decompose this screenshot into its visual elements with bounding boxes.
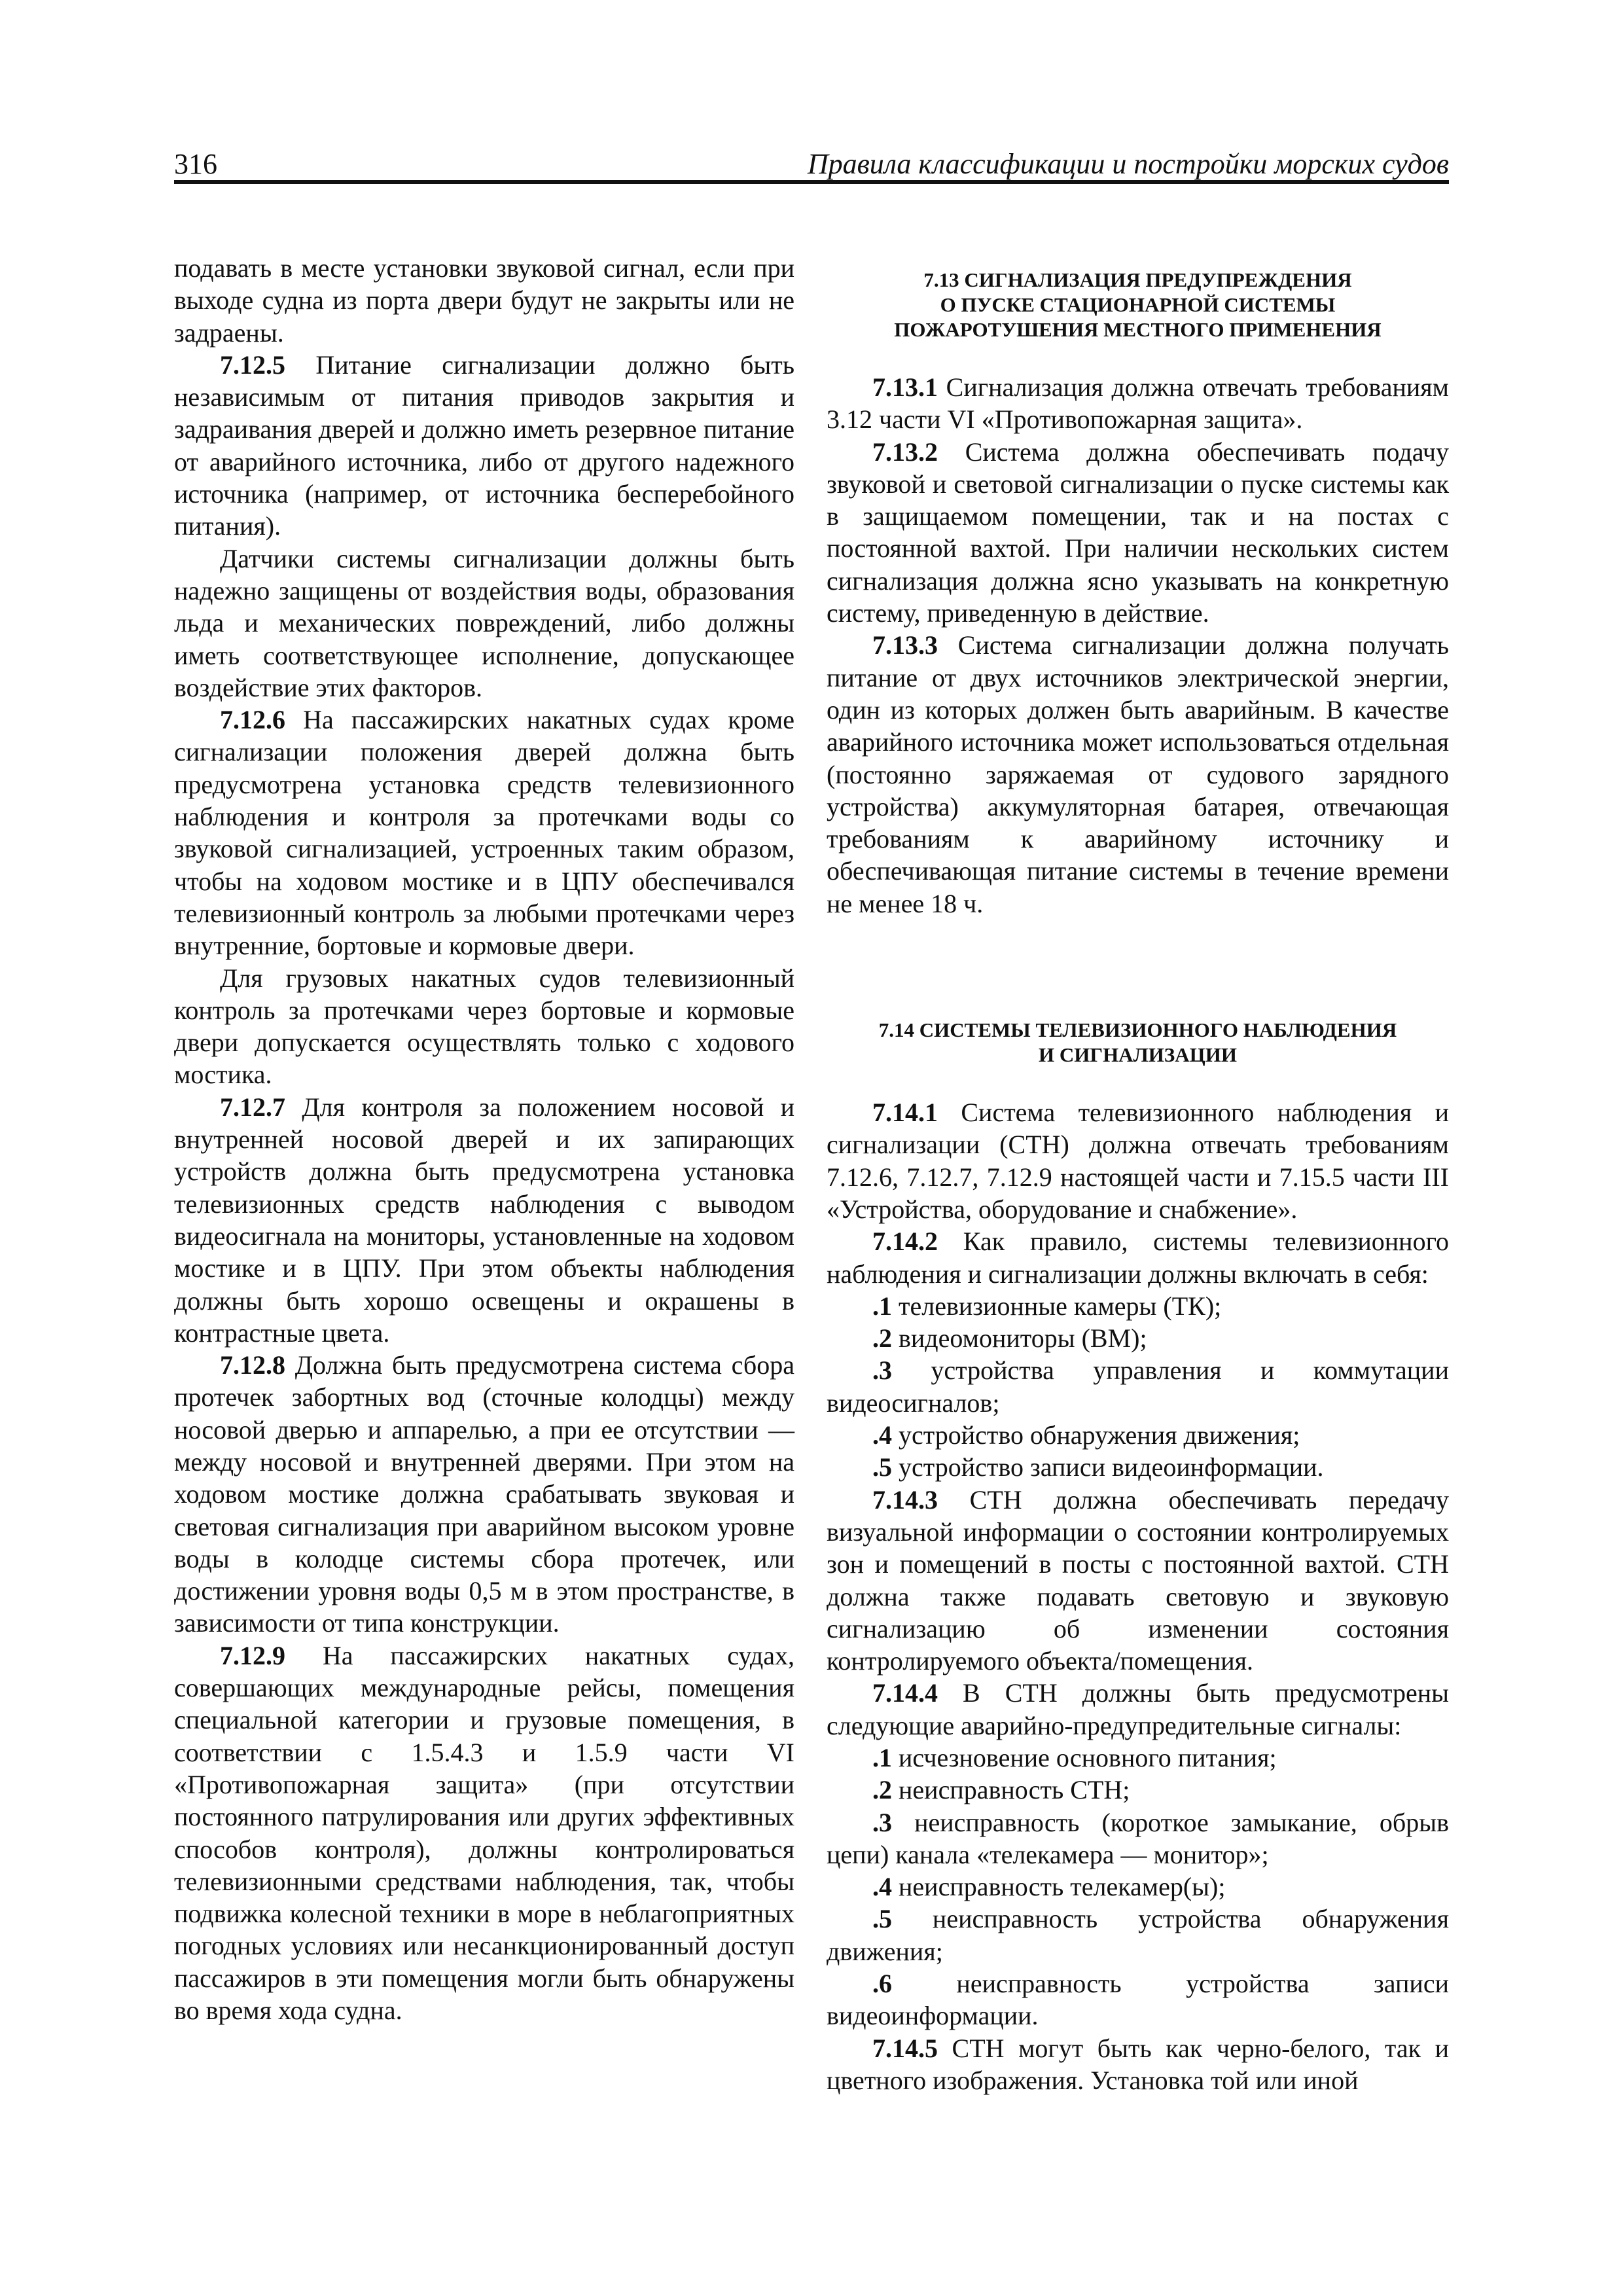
item-text: устройство записи видеоинформации. xyxy=(892,1452,1324,1482)
paragraph xyxy=(174,252,794,349)
item-number: .3 xyxy=(872,1807,892,1837)
paragraph xyxy=(174,543,794,704)
paragraph-text: Система должна обеспечивать подачу звуковой и световой сигнализации о пуске системы как в защищаемом помещении, так и на постах с постоянной вахтой. При наличии нескольких систем сигнализация должна ясно указывать на конкретную систему, приведенную в действие. xyxy=(827,437,1449,628)
right-column xyxy=(827,252,1449,2096)
paragraph-text: Как правило, системы телевизионного наблюдения и сигнализации должны включать в себя: xyxy=(827,1227,1449,1289)
list-item xyxy=(827,1871,1449,1903)
paragraph xyxy=(174,704,794,961)
list-item xyxy=(827,1354,1449,1419)
heading-line: 7.14 СИСТЕМЫ ТЕЛЕВИЗИОННОГО НАБЛЮДЕНИЯ xyxy=(878,1018,1397,1042)
clause-number: 7.13.2 xyxy=(872,437,938,467)
running-title: Правила классификации и постройки морских судов xyxy=(807,148,1449,180)
paragraph xyxy=(827,371,1449,436)
item-text: телевизионные камеры (ТК); xyxy=(892,1291,1222,1321)
paragraph xyxy=(827,1096,1449,1225)
paragraph-text: Система сигнализации должна получать питание от двух источников электрической энергии, один из которых должен быть аварийным. В качестве аварийного источника может использоваться отдельная (постоянно заряжаемая от судового зарядного устройства) аккумуляторная батарея, отвечающая требованиям к аварийному источнику и обеспечивающая питание системы в течение времени не менее 18 ч. xyxy=(827,630,1449,918)
paragraph xyxy=(174,1640,794,2027)
paragraph xyxy=(827,2032,1449,2097)
item-text: неисправность телекамер(ы); xyxy=(892,1872,1226,1902)
list-item xyxy=(827,1290,1449,1322)
paragraph-text: Датчики системы сигнализации должны быть надежно защищены от воздействия воды, образования льда и механических повреждений, либо должны иметь соответствующее исполнение, допускающее воздействие этих факторов. xyxy=(174,543,794,702)
list-item xyxy=(827,1419,1449,1451)
section-heading-7-14 xyxy=(827,1018,1449,1067)
section-heading-7-13 xyxy=(827,268,1449,342)
item-text: устройства управления и коммутации видеосигналов; xyxy=(827,1355,1449,1418)
paragraph xyxy=(174,1349,794,1640)
list-item xyxy=(827,1322,1449,1354)
paragraph-text: Для контроля за положением носовой и внутренней носовой дверей и их запирающих устройств должна быть предусмотрена установка телевизионных средств наблюдения с выводом видеосигнала на мониторы, установленные на ходовом мостике и в ЦПУ. При этом объекты наблюдения должны быть хорошо освещены и окрашены в контрастные цвета. xyxy=(174,1092,794,1348)
item-text: видеомониторы (ВМ); xyxy=(892,1323,1147,1354)
clause-number: 7.14.4 xyxy=(872,1678,938,1708)
item-number: .2 xyxy=(872,1775,892,1805)
paragraph-text: СТН должна обеспечивать передачу визуальной информации о состоянии контролируемых зон и помещений в посты с постоянной вахтой. СТН должна также подавать световую и звуковую сигнализацию об изменении состояния контролируемого объекта/помещения. xyxy=(827,1484,1449,1676)
item-text: неисправность (короткое замыкание, обрыв цепи) канала «телекамера — монитор»; xyxy=(827,1807,1449,1869)
clause-number: 7.13.1 xyxy=(872,372,938,402)
paragraph-text: Должна быть предусмотрена система сбора протечек забортных вод (сточные колодцы) между носовой дверью и аппарелью, а при ее отсутствии — между носовой и внутренней дверями. При этом на ходовом мостике должна срабатывать звуковая и световая сигнализация при аварийном высоком уровне воды в колодце системы сбора протечек, или достижении уровня воды 0,5 м в этом пространстве, в зависимости от типа конструкции. xyxy=(174,1350,794,1638)
clause-number: 7.12.8 xyxy=(220,1350,285,1380)
clause-number: 7.14.5 xyxy=(872,2033,938,2063)
paragraph-text: В СТН должны быть предусмотрены следующие аварийно-предупредительные сигналы: xyxy=(827,1678,1449,1740)
paragraph xyxy=(827,629,1449,920)
paragraph xyxy=(827,436,1449,630)
clause-number: 7.14.1 xyxy=(872,1098,938,1128)
item-number: .5 xyxy=(872,1452,892,1482)
item-number: .6 xyxy=(872,1969,892,1999)
paragraph xyxy=(174,962,794,1091)
item-text: неисправность СТН; xyxy=(892,1775,1130,1805)
paragraph xyxy=(174,1091,794,1349)
paragraph-text: подавать в месте установки звуковой сигнал, если при выходе судна из порта двери будут не закрыты или не задраены. xyxy=(174,253,794,348)
left-column xyxy=(174,252,794,2026)
item-text: неисправность устройства записи видеоинформации. xyxy=(827,1969,1449,2031)
paragraph-text: На пассажирских накатных судах, совершающих международные рейсы, помещения специальной категории и грузовые помещения, в соответствии с 1.5.4.3 и 1.5.9 части VI «Противопожарная защита» (при отсутствии постоянного патрулирования или других эффективных способов контроля), должны контролироваться телевизионными средствами наблюдения, так, чтобы подвижка колесной техники в море в неблагоприятных погодных условиях или несанкционированный доступ пассажиров в эти помещения могли быть обнаружены во время хода судна. xyxy=(174,1640,794,2026)
clause-number: 7.14.2 xyxy=(872,1227,938,1257)
heading-line: И СИГНАЛИЗАЦИИ xyxy=(1039,1043,1237,1067)
item-text: исчезновение основного питания; xyxy=(892,1742,1277,1772)
item-number: .4 xyxy=(872,1872,892,1902)
clause-number: 7.14.3 xyxy=(872,1484,938,1515)
header-rule xyxy=(174,180,1449,184)
item-number: .1 xyxy=(872,1742,892,1772)
item-number: .1 xyxy=(872,1291,892,1321)
list-item xyxy=(827,1774,1449,1806)
paragraph xyxy=(827,1484,1449,1677)
clause-number: 7.12.7 xyxy=(220,1092,285,1122)
list-item xyxy=(827,1806,1449,1871)
page-number: 316 xyxy=(174,148,217,180)
paragraph-text: На пассажирских накатных судах кроме сигнализации положения дверей должна быть предусмотрена установка средств телевизионного наблюдения и контроля за протечками воды со звуковой сигнализацией, устроенных таким образом, чтобы на ходовом мостике и в ЦПУ обеспечивался телевизионный контроль за любыми протечками через внутренние, бортовые и кормовые двери. xyxy=(174,705,794,961)
item-number: .3 xyxy=(872,1355,892,1386)
clause-number: 7.12.9 xyxy=(220,1640,285,1670)
list-item xyxy=(827,1903,1449,1967)
paragraph-text: СТН могут быть как черно-белого, так и цветного изображения. Установка той или иной xyxy=(827,2033,1449,2095)
heading-line: 7.13 СИГНАЛИЗАЦИЯ ПРЕДУПРЕЖДЕНИЯ xyxy=(923,268,1352,291)
paragraph-text: Система телевизионного наблюдения и сигнализации (СТН) должна отвечать требованиям 7.12.6, 7.12.7, 7.12.9 настоящей части и 7.15.5 части III «Устройства, оборудование и снабжение». xyxy=(827,1098,1449,1224)
heading-line: О ПУСКЕ СТАЦИОНАРНОЙ СИСТЕМЫ xyxy=(940,293,1336,316)
list-item xyxy=(827,1742,1449,1774)
heading-line: ПОЖАРОТУШЕНИЯ МЕСТНОГО ПРИМЕНЕНИЯ xyxy=(894,318,1382,341)
item-number: .4 xyxy=(872,1420,892,1450)
paragraph xyxy=(174,349,794,543)
paragraph xyxy=(827,1677,1449,1742)
paragraph-text: Сигнализация должна отвечать требованиям 3.12 части VI «Противопожарная защита». xyxy=(827,372,1449,435)
item-text: неисправность устройства обнаружения движения; xyxy=(827,1904,1449,1966)
item-number: .2 xyxy=(872,1323,892,1354)
item-text: устройство обнаружения движения; xyxy=(892,1420,1300,1450)
clause-number: 7.13.3 xyxy=(872,630,938,660)
paragraph-text: Для грузовых накатных судов телевизионный контроль за протечками через бортовые и кормовые двери допускается осуществлять только с ходового мостика. xyxy=(174,963,794,1090)
list-item xyxy=(827,1451,1449,1483)
paragraph-text: Питание сигнализации должно быть независимым от питания приводов закрытия и задраивания дверей и должно иметь резервное питание от аварийного источника, либо от другого надежного источника (например, от источника бесперебойного питания). xyxy=(174,350,794,541)
clause-number: 7.12.5 xyxy=(220,350,285,380)
item-number: .5 xyxy=(872,1904,892,1934)
paragraph xyxy=(827,1225,1449,1290)
list-item xyxy=(827,1967,1449,2032)
clause-number: 7.12.6 xyxy=(220,705,285,735)
